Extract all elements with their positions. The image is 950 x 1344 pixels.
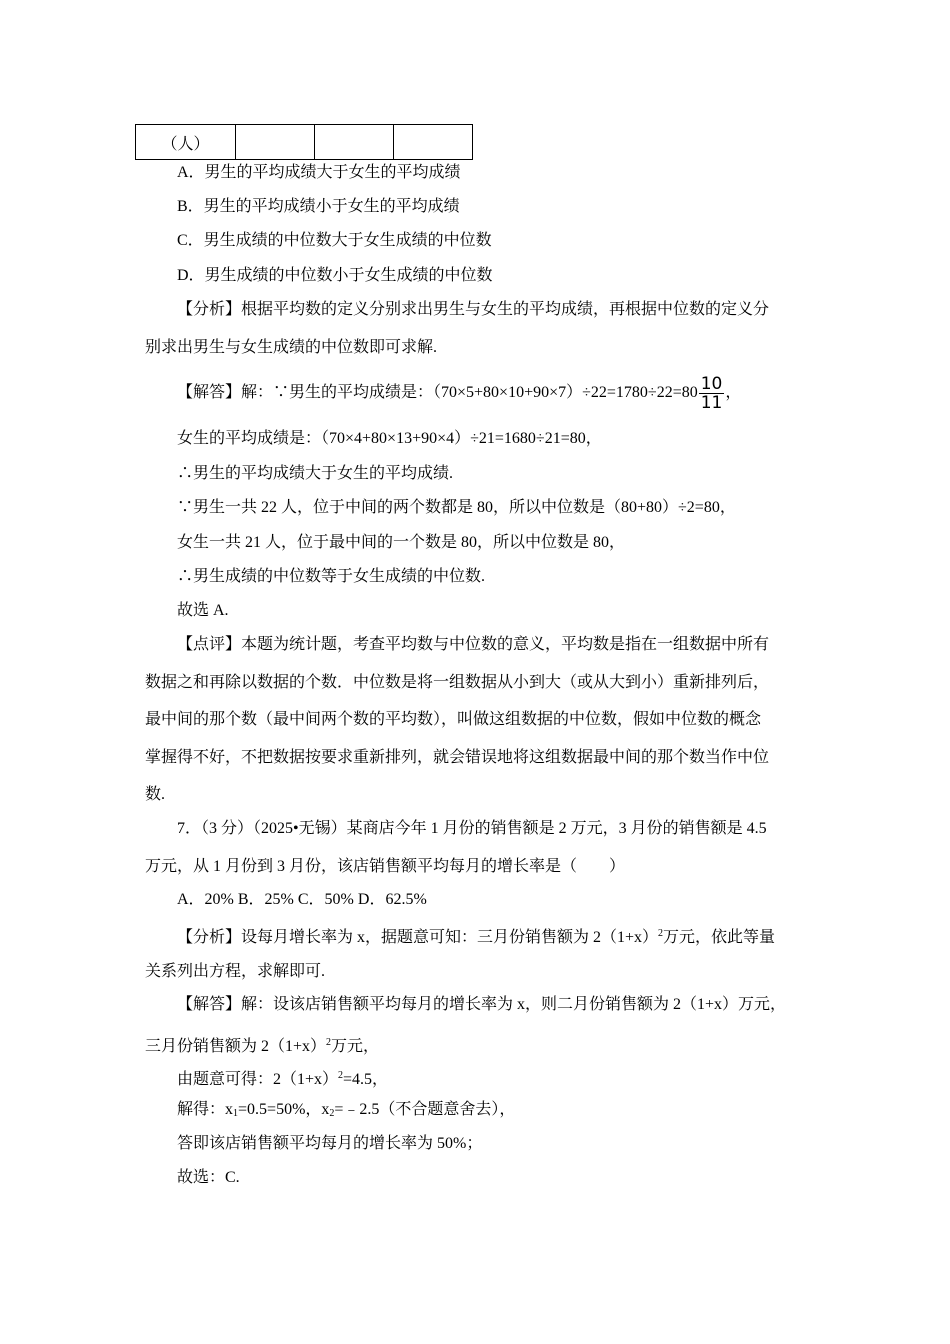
q6-solution-line bbox=[177, 371, 741, 415]
q7-equation bbox=[177, 1066, 388, 1090]
q6-comment-line: 掌握得不好，不把数据按要求重新排列，就会错误地将这组数据最中间的那个数当作中位 bbox=[145, 749, 770, 766]
q7-analysis-line-2: 关系列出方程，求解即可. bbox=[145, 963, 326, 980]
q6-comment-line: 数. bbox=[145, 786, 166, 803]
q6-option-d: D．男生成绩的中位数小于女生成绩的中位数 bbox=[177, 267, 493, 284]
q7-solution-line-1: 【解答】解：设该店销售额平均每月的增长率为 x，则二月份销售额为 2（1+x）万元， bbox=[177, 996, 787, 1013]
q6-step: ∵男生一共 22 人，位于中间的两个数都是 80，所以中位数是（80+80）÷2=80， bbox=[177, 499, 736, 516]
q6-option-c: C．男生成绩的中位数大于女生成绩的中位数 bbox=[177, 232, 492, 249]
subscript: 2 bbox=[329, 1108, 335, 1119]
table-cell bbox=[315, 125, 394, 160]
q7-stem-line-2: 万元，从 1 月份到 3 月份，该店销售额平均每月的增长率是（ ） bbox=[145, 858, 626, 875]
q7-stem-line-1: 7．（3 分）（2025•无锡）某商店今年 1 月份的销售额是 2 万元，3 月份的销售额是 4.5 bbox=[177, 820, 767, 837]
q6-step: ∴男生成绩的中位数等于女生成绩的中位数. bbox=[177, 568, 486, 585]
q7-options: A．20% B．25% C．50% D．62.5% bbox=[177, 891, 427, 908]
q6-comment-line: 数据之和再除以数据的个数．中位数是将一组数据从小到大（或从大到小）重新排列后， bbox=[145, 674, 770, 691]
q6-step: 女生的平均成绩是：（70×4+80×13+90×4）÷21=1680÷21=80， bbox=[177, 430, 602, 447]
q6-solution-text: 【解答】解：∵男生的平均成绩是：（70×5+80×10+90×7）÷22=1780÷22=80 bbox=[177, 384, 698, 401]
superscript: 2 bbox=[658, 928, 664, 939]
table-cell-unit: （人） bbox=[136, 125, 236, 160]
q6-comment-line: 【点评】本题为统计题，考查平均数与中位数的意义，平均数是指在一组数据中所有 bbox=[177, 636, 770, 653]
q7-equation-text: =4.5， bbox=[343, 1071, 389, 1088]
q6-solution-tail: ， bbox=[725, 384, 742, 401]
q6-analysis-line-2: 别求出男生与女生成绩的中位数即可求解. bbox=[145, 339, 438, 356]
q6-choice: 故选 A. bbox=[177, 602, 229, 619]
table-cell bbox=[236, 125, 315, 160]
q7-equation-text: 由题意可得：2（1+x） bbox=[177, 1071, 339, 1088]
subscript: 1 bbox=[233, 1108, 239, 1119]
q7-solution-line-2 bbox=[145, 1033, 379, 1057]
q6-analysis-line-1: 【分析】根据平均数的定义分别求出男生与女生的平均成绩，再根据中位数的定义分 bbox=[177, 301, 770, 318]
data-table bbox=[135, 124, 473, 160]
q7-solution-text: 万元， bbox=[331, 1038, 380, 1055]
q7-solution-text: 三月份销售额为 2（1+x） bbox=[145, 1038, 327, 1055]
q6-step: ∴男生的平均成绩大于女生的平均成绩. bbox=[177, 465, 454, 482]
q7-roots bbox=[177, 1100, 515, 1124]
fraction-numerator: 10 bbox=[700, 373, 723, 394]
q6-option-a: A．男生的平均成绩大于女生的平均成绩 bbox=[177, 164, 461, 181]
q7-choice: 故选：C. bbox=[177, 1169, 240, 1186]
q6-comment-line: 最中间的那个数（最中间两个数的平均数），叫做这组数据的中位数，假如中位数的概念 bbox=[145, 711, 762, 728]
q7-analysis-text: 万元，依此等量 bbox=[663, 929, 776, 946]
q7-roots-text: 解得：x bbox=[177, 1101, 234, 1118]
q7-analysis-line-1 bbox=[177, 924, 775, 948]
fraction-denominator: 11 bbox=[700, 392, 723, 413]
q7-answer: 答即该店销售额平均每月的增长率为 50%； bbox=[177, 1135, 483, 1152]
q7-analysis-text: 【分析】设每月增长率为 x，据题意可知：三月份销售额为 2（1+x） bbox=[177, 929, 659, 946]
superscript: 2 bbox=[338, 1070, 344, 1081]
q7-roots-text: =﹣2.5（不合题意舍去）， bbox=[334, 1101, 516, 1118]
q6-option-b: B．男生的平均成绩小于女生的平均成绩 bbox=[177, 198, 460, 215]
q7-roots-text: =0.5=50%，x bbox=[238, 1101, 330, 1118]
superscript: 2 bbox=[326, 1037, 332, 1048]
table-cell bbox=[394, 125, 473, 160]
mixed-fraction bbox=[699, 375, 725, 412]
table-row bbox=[136, 125, 473, 160]
q6-step: 女生一共 21 人，位于最中间的一个数是 80，所以中位数是 80， bbox=[177, 534, 626, 551]
